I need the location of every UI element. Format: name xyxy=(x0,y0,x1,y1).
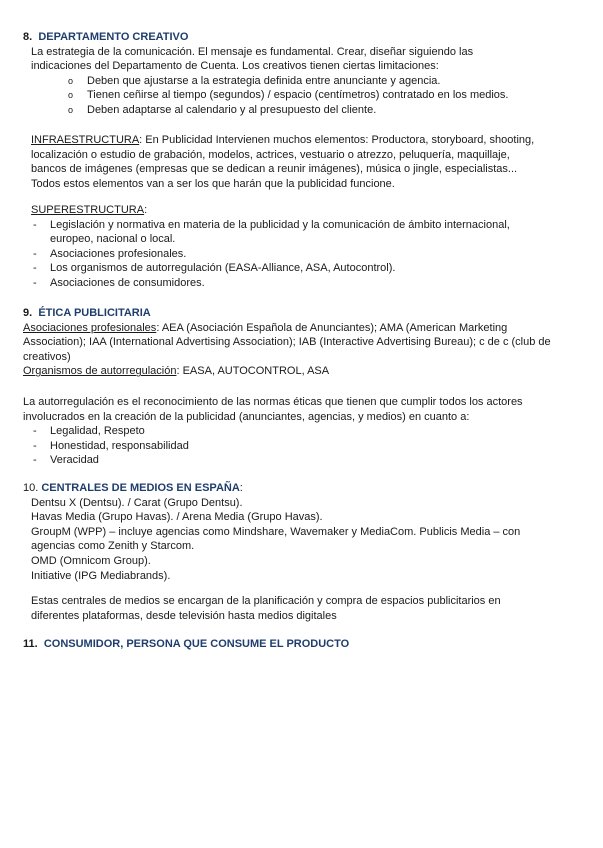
etica-item-text: Legalidad, Respeto xyxy=(50,425,145,438)
asociaciones-line-1 xyxy=(0,321,603,336)
superestructura-block xyxy=(0,203,603,291)
central-line: OMD (Omnicom Group). xyxy=(31,554,151,567)
infraestructura-line: localización o estudio de grabación, modelos, actrices, vestuario o atrezzo, peluquería, maquillaje, xyxy=(31,148,510,161)
superestructura-item xyxy=(0,218,603,233)
section-8-title: DEPARTAMENTO CREATIVO xyxy=(38,31,189,43)
section-8-heading xyxy=(0,30,603,45)
asociaciones-text: : AEA (Asociación Española de Anunciantes); AMA (American Marketing xyxy=(156,321,508,334)
central-line: agencias como Zenith y Starcom. xyxy=(31,540,195,553)
dash-bullet-icon: - xyxy=(33,218,37,231)
centrales-para-line: diferentes plataformas, desde televisión hasta medios digitales xyxy=(31,609,337,622)
asociaciones-line: Association); IAA (International Advertising Association); IAB (Interactive Advertising Bureau); c de c (club de xyxy=(23,336,551,349)
bullet-circle-icon: o xyxy=(68,104,74,115)
superestructura-item-text: Los organismos de autorregulación (EASA-Alliance, ASA, Autocontrol). xyxy=(50,262,396,275)
central-line: GroupM (WPP) – incluye agencias como Mindshare, Wavemaker y MediaCom. Publicis Media – con xyxy=(31,525,521,538)
asociaciones-line: creativos) xyxy=(23,350,71,363)
section-8-intro-line-1: La estrategia de la comunicación. El mensaje es fundamental. Crear, diseñar siguiendo las xyxy=(31,45,474,58)
section-9-number: 9. xyxy=(23,307,33,319)
section-11-heading xyxy=(0,637,603,652)
section-8 xyxy=(0,30,603,118)
limitation-text: Deben que ajustarse a la estrategia definida entre anunciante y agencia. xyxy=(87,74,441,87)
superestructura-label: SUPERESTRUCTURA xyxy=(31,204,145,216)
autorregulacion-block xyxy=(0,395,603,468)
limitation-text: Deben adaptarse al calendario y al presupuesto del cliente. xyxy=(87,103,377,116)
superestructura-item-text: Asociaciones profesionales. xyxy=(50,247,187,260)
etica-item xyxy=(0,453,603,468)
superestructura-item-text: Legislación y normativa en materia de la publicidad y la comunicación de ámbito internacional, xyxy=(50,218,510,231)
section-10 xyxy=(0,481,603,583)
autorregulacion-line: involucrados en la creación de la publicidad (anunciantes, agencias, y medios) en cuanto a: xyxy=(23,410,470,423)
infraestructura-line: bancos de imágenes (empresas que se dedican a reunir imágenes), música o jingle, especialistas... xyxy=(31,163,518,176)
central-line: Dentsu X (Dentsu). / Carat (Grupo Dentsu). xyxy=(31,496,243,509)
infraestructura-text: : En Publicidad Intervienen muchos elementos: Productora, storyboard, shooting, xyxy=(139,134,535,146)
dash-bullet-icon: - xyxy=(33,439,37,452)
superestructura-heading xyxy=(0,203,603,218)
superestructura-item-continuation: europeo, nacional o local. xyxy=(50,233,176,246)
section-10-colon: : xyxy=(239,482,243,494)
centrales-para-line: Estas centrales de medios se encargan de la planificación y compra de espacios publicitarios en xyxy=(31,595,501,607)
section-9-title: ÉTICA PUBLICITARIA xyxy=(38,307,151,319)
dash-bullet-icon: - xyxy=(33,276,37,289)
etica-item xyxy=(0,424,603,439)
limitation-item xyxy=(0,88,603,103)
dash-bullet-icon: - xyxy=(33,247,37,260)
section-11-number: 11. xyxy=(23,638,38,650)
section-10-number: 10. xyxy=(23,482,39,494)
bullet-circle-icon: o xyxy=(68,90,74,101)
superestructura-colon: : xyxy=(144,204,148,216)
superestructura-item xyxy=(0,276,603,291)
organismos-label: Organismos de autorregulación xyxy=(23,365,177,378)
autorregulacion-line: La autorregulación es el reconocimiento de las normas éticas que tienen que cumplir todos los actores xyxy=(23,396,523,408)
superestructura-item-text: Asociaciones de consumidores. xyxy=(50,276,205,289)
centrales-paragraph xyxy=(0,594,603,623)
section-9 xyxy=(0,306,603,379)
etica-item xyxy=(0,439,603,454)
limitation-item xyxy=(0,103,603,118)
asociaciones-label: Asociaciones profesionales xyxy=(23,321,157,334)
central-line: Initiative (IPG Mediabrands). xyxy=(31,569,171,582)
organismos-line xyxy=(0,364,603,379)
section-10-title: CENTRALES DE MEDIOS EN ESPAÑA xyxy=(41,482,240,494)
superestructura-item xyxy=(0,261,603,276)
etica-item-text: Honestidad, responsabilidad xyxy=(50,439,189,452)
section-10-heading xyxy=(0,481,603,496)
central-line: Havas Media (Grupo Havas). / Arena Media (Grupo Havas). xyxy=(31,511,323,524)
section-11 xyxy=(0,637,603,652)
infraestructura-block xyxy=(0,133,603,191)
dash-bullet-icon: - xyxy=(33,425,37,438)
section-11-title: CONSUMIDOR, PERSONA QUE CONSUME EL PRODUCTO xyxy=(43,638,350,650)
infraestructura-line-1 xyxy=(31,133,603,148)
limitation-text: Tienen ceñirse al tiempo (segundos) / espacio (centímetros) contratado en los medios. xyxy=(87,89,509,102)
infraestructura-label: INFRAESTRUCTURA xyxy=(31,134,140,146)
dash-bullet-icon: - xyxy=(33,454,37,467)
superestructura-item xyxy=(0,247,603,262)
limitation-item xyxy=(0,74,603,89)
section-8-intro-line-2: indicaciones del Departamento de Cuenta. Los creativos tienen ciertas limitaciones: xyxy=(31,60,439,73)
section-8-number: 8. xyxy=(23,31,33,43)
etica-item-text: Veracidad xyxy=(50,454,99,467)
infraestructura-line: Todos estos elementos van a ser los que harán que la publicidad funcione. xyxy=(31,177,395,190)
section-9-heading xyxy=(0,306,603,321)
organismos-text: : EASA, AUTOCONTROL, ASA xyxy=(176,365,330,378)
dash-bullet-icon: - xyxy=(33,262,37,275)
bullet-circle-icon: o xyxy=(68,75,74,86)
